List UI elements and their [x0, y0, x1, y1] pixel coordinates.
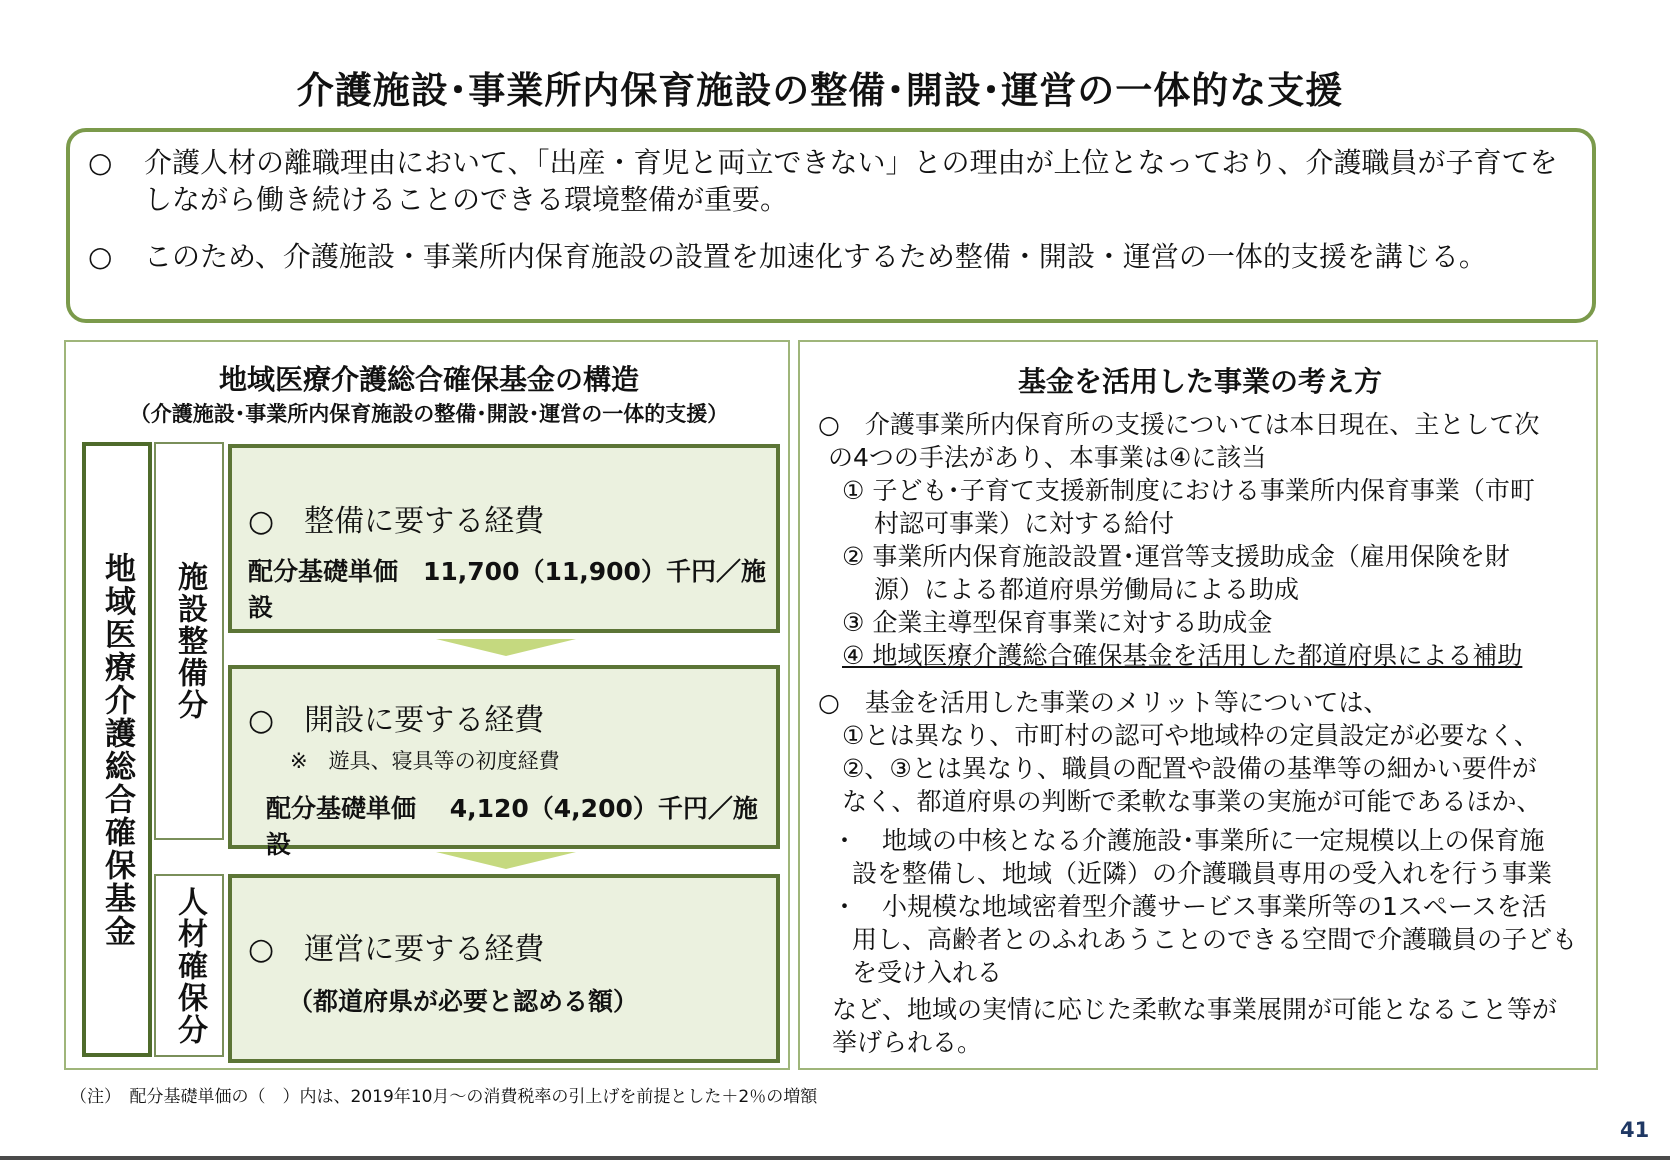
approach-line: ① 子ども･子育て支援新制度における事業所内保育事業（市町: [842, 476, 1535, 505]
intro-text: このため、介護施設・事業所内保育施設の設置を加速化するため整備・開設・運営の一体的支援を講じる。: [144, 240, 1487, 273]
approach-title: 基金を活用した事業の考え方: [1017, 365, 1382, 398]
intro-text: 介護人材の離職理由において、「出産・育児と両立できない」との理由が上位となっており、介護職員が子育てをしながら働き続けることのできる環境整備が重要。: [144, 146, 1558, 216]
cost-heading: ○ 開設に要する経費: [248, 703, 545, 738]
approach-line: 源）による都道府県労働局による助成: [874, 575, 1300, 604]
intro-item: [88, 144, 1566, 218]
unit-price: 配分基礎単価 11,700（11,900）千円／施設: [248, 557, 766, 622]
fund-structure-title: 地域医療介護総合確保基金の構造: [218, 363, 639, 396]
approach-panel: [798, 340, 1598, 1070]
approach-line: ○ 基金を活用した事業のメリット等については、: [818, 688, 1389, 717]
approach-line: なく、都道府県の判断で柔軟な事業の実施が可能であるほか、: [842, 787, 1542, 816]
bullet-circle-icon: ○: [88, 240, 113, 273]
approach-line: ②、③とは異なり、職員の配置や設備の基準等の細かい要件が: [842, 754, 1537, 783]
approach-line: ④ 地域医療介護総合確保基金を活用した都道府県による補助: [842, 641, 1523, 670]
cost-note: ※ 遊具、寝具等の初度経費: [290, 749, 560, 773]
approach-line: を受け入れる: [852, 958, 1003, 987]
cost-heading: ○ 運営に要する経費: [248, 932, 545, 967]
approach-line: ・ 地域の中核となる介護施設･事業所に一定規模以上の保育施: [832, 826, 1545, 855]
approach-line: など、地域の実情に応じた柔軟な事業展開が可能となること等が: [832, 995, 1558, 1024]
approach-line: ③ 企業主導型保育事業に対する助成金: [842, 608, 1273, 637]
cost-heading: ○ 整備に要する経費: [248, 504, 545, 539]
footnote: （注） 配分基礎単価の（ ）内は、2019年10月～の消費税率の引上げを前提とした＋2％の増額: [70, 1087, 818, 1107]
fund-structure-panel: [64, 340, 790, 1070]
page-title: 介護施設･事業所内保育施設の整備･開設･運営の一体的な支援: [296, 69, 1344, 112]
down-arrow-icon: [436, 852, 576, 869]
bottom-divider: [0, 1156, 1670, 1160]
intro-item: [88, 238, 1566, 275]
down-arrow-icon: [436, 639, 576, 656]
approach-line: ② 事業所内保育施設設置･運営等支援助成金（雇用保険を財: [842, 542, 1510, 571]
approach-line: の4つの手法があり、本事業は④に該当: [828, 443, 1267, 472]
operation-cost-box: [228, 874, 780, 1063]
approach-line: 用し、高齢者とのふれあうことのできる空間で介護職員の子ども: [852, 925, 1578, 954]
unit-price: （都道府県が必要と認める額）: [288, 987, 639, 1016]
hr-label: 人材確保分: [154, 874, 224, 1057]
facility-label: 施設整備分: [154, 442, 224, 840]
bullet-circle-icon: ○: [88, 146, 113, 179]
approach-line: ○ 介護事業所内保育所の支援については本日現在、主として次: [818, 410, 1540, 439]
approach-line: 設を整備し、地域（近隣）の介護職員専用の受入れを行う事業: [852, 859, 1553, 888]
approach-body: [818, 408, 1588, 1059]
approach-line: ・ 小規模な地域密着型介護サービス事業所等の1スペースを活: [832, 892, 1547, 921]
maintenance-cost-box: [228, 444, 780, 633]
approach-line: ①とは異なり、市町村の認可や地域枠の定員設定が必要なく、: [842, 721, 1539, 750]
opening-cost-box: [228, 665, 780, 859]
approach-line: 村認可事業）に対する給付: [874, 509, 1175, 538]
intro-box: [66, 128, 1596, 323]
approach-line: 挙げられる。: [832, 1028, 983, 1057]
unit-price: 配分基礎単価 4,120（4,200）千円／施設: [266, 794, 758, 859]
fund-label: 地域医療介護総合確保基金: [82, 442, 152, 1057]
fund-structure-subtitle: （介護施設･事業所内保育施設の整備･開設･運営の一体的支援）: [129, 402, 729, 426]
page-number: 41: [1620, 1118, 1650, 1142]
